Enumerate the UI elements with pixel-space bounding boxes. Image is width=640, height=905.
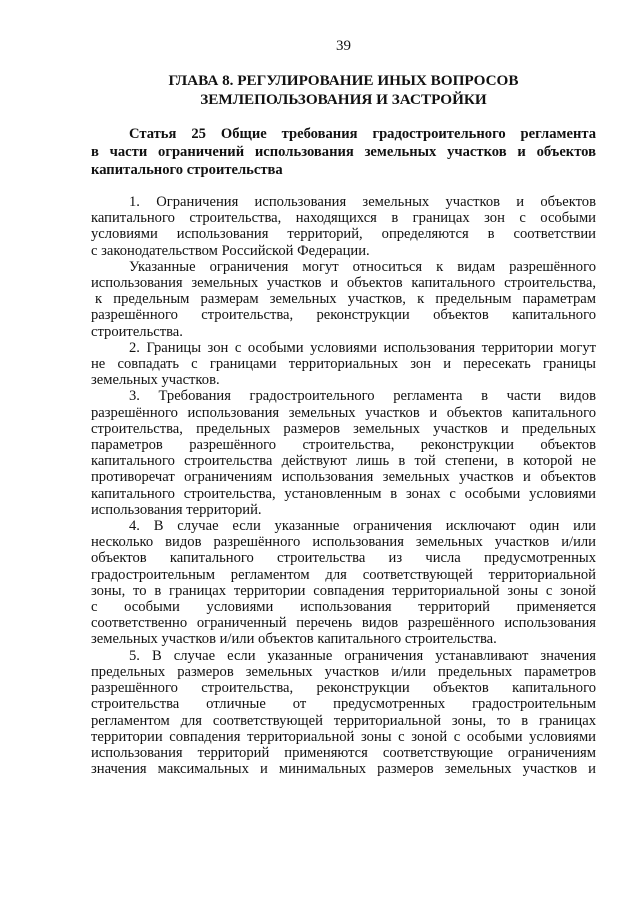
text-line: параметров разрешённого строительства, реконструкции объектов bbox=[91, 437, 596, 454]
article-heading-line: капитального строительства bbox=[91, 162, 283, 178]
text-line: капитального строительства действуют лишь в той степени, в которой не bbox=[91, 453, 596, 470]
text-line: предельных размеров земельных участков и/или предельных параметров bbox=[91, 663, 596, 680]
text-line: 4. В случае если указанные ограничения исключают один или bbox=[129, 518, 596, 535]
text-line: строительства, предельных размеров земельных участков и предельных bbox=[91, 420, 596, 437]
chapter-heading-line: ЗЕМЛЕПОЛЬЗОВАНИЯ И ЗАСТРОЙКИ bbox=[200, 91, 487, 108]
text-line: использования земельных участков и объектов капитального строительства, bbox=[91, 275, 596, 292]
text-line: зоны, то в границах территории совпадения территориальной зоны с зоной bbox=[91, 582, 596, 599]
text-line: значения максимальных и минимальных размеров земельных участков и bbox=[91, 761, 596, 778]
text-line: земельных участков и/или объектов капитального строительства. bbox=[91, 631, 497, 648]
text-line: соответственно ограниченный перечень видов разрешённого использования bbox=[91, 615, 596, 632]
paragraph-4 bbox=[91, 518, 596, 648]
chapter-heading-line: ГЛАВА 8. РЕГУЛИРОВАНИЕ ИНЫХ ВОПРОСОВ bbox=[168, 72, 519, 89]
paragraph-5 bbox=[91, 648, 596, 778]
article-heading-line: Статья 25 Общие требования градостроительного регламента bbox=[129, 126, 596, 142]
text-line: с законодательством Российской Федерации. bbox=[91, 242, 370, 259]
paragraph-1-continued bbox=[91, 259, 596, 340]
text-line: с особыми условиями использования территорий применяется bbox=[91, 599, 596, 616]
text-line: капитального строительства, находящихся в границах зон с особыми bbox=[91, 210, 596, 227]
paragraph-1 bbox=[91, 194, 596, 259]
text-line: разрешённого строительства, реконструкции объектов капитального bbox=[91, 680, 596, 697]
document-page bbox=[91, 0, 596, 905]
chapter-heading bbox=[91, 71, 596, 109]
text-line: 3. Требования градостроительного регламента в части видов bbox=[129, 388, 596, 405]
paragraph-3 bbox=[91, 388, 596, 518]
text-line: 2. Границы зон с особыми условиями использования территории могут bbox=[129, 339, 596, 356]
text-line: земельных участков. bbox=[91, 372, 220, 389]
text-line: Указанные ограничения могут относиться к видам разрешённого bbox=[129, 258, 596, 275]
text-line: объектов капитального строительства из числа предусмотренных bbox=[91, 550, 596, 567]
text-line: регламентом для соответствующей территориальной зоны, то в границах bbox=[91, 712, 596, 729]
text-line: строительства отличные от предусмотренных градостроительным bbox=[91, 696, 596, 713]
article-heading bbox=[91, 125, 596, 179]
paragraph-2 bbox=[91, 340, 596, 389]
text-line: капитального строительства, установленным в зонах с особыми условиями bbox=[91, 485, 596, 502]
page-number: 39 bbox=[336, 38, 351, 54]
document-body bbox=[91, 194, 596, 777]
text-line: условиями использования территорий, определяются в соответствии bbox=[91, 226, 596, 243]
text-line: использования территорий. bbox=[91, 501, 262, 518]
text-line: противоречат ограничениям использования земельных участков и объектов bbox=[91, 469, 596, 486]
text-line: градостроительным регламентом для соответствующей территориальной bbox=[91, 566, 596, 583]
text-line: 5. В случае если указанные ограничения устанавливают значения bbox=[129, 647, 596, 664]
text-line: разрешённого строительства, реконструкции объектов капитального bbox=[91, 307, 596, 324]
text-line: несколько видов разрешённого использования земельных участков и/или bbox=[91, 534, 596, 551]
text-line: не совпадать с границами территориальных зон и пересекать границы bbox=[91, 356, 596, 373]
text-line: территории совпадения территориальной зоны с зоной с особыми условиями bbox=[91, 728, 596, 745]
text-line: к предельным размерам земельных участков, к предельным параметрам bbox=[95, 291, 596, 308]
text-line: строительства. bbox=[91, 323, 183, 340]
article-heading-line: в части ограничений использования земельных участков и объектов bbox=[91, 144, 596, 160]
text-line: 1. Ограничения использования земельных участков и объектов bbox=[129, 194, 596, 210]
text-line: разрешённого использования земельных участков и объектов капитального bbox=[91, 404, 596, 421]
text-line: использования территорий применяются соответствующие ограничениям bbox=[91, 744, 596, 761]
